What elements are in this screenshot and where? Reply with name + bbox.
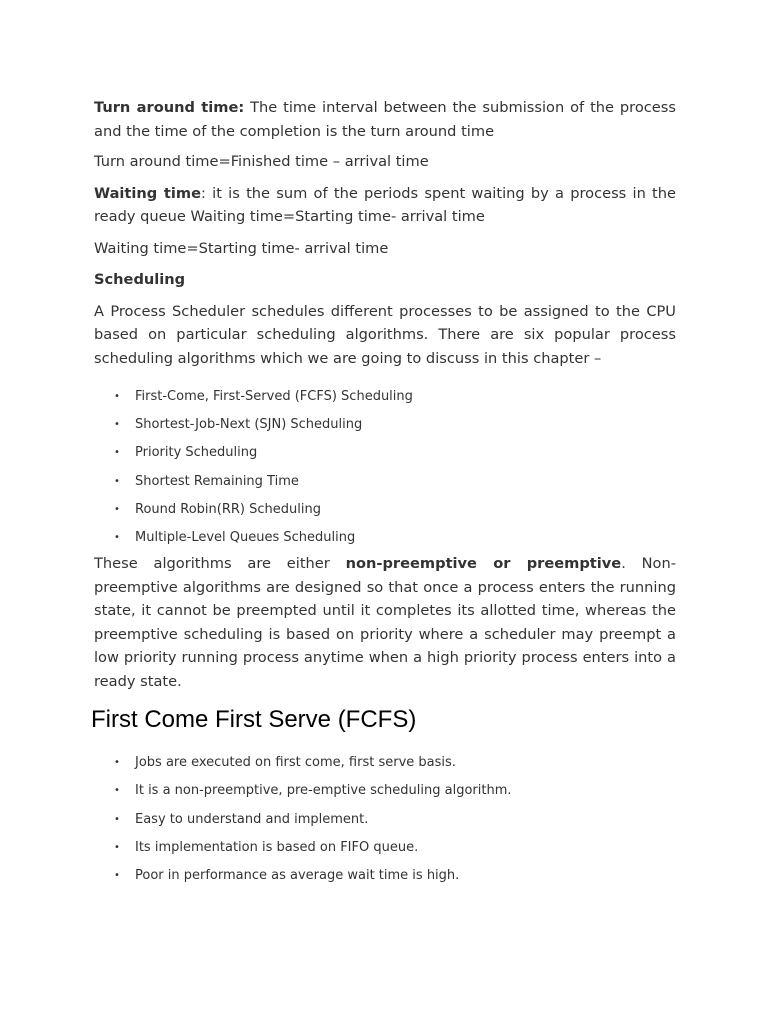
list-item: • Shortest-Job-Next (SJN) Scheduling [114, 417, 363, 433]
bullet-icon: • [114, 531, 120, 543]
bullet-icon: • [114, 785, 120, 797]
fcfs-heading: First Come First Serve (FCFS) [91, 706, 417, 734]
bullet-icon: • [114, 391, 120, 402]
scheduling-heading: Scheduling [94, 271, 186, 288]
waiting-formula: Waiting time=Starting time- arrival time [94, 239, 389, 257]
scheduling-intro: A Process Scheduler schedules different processes to be assigned to the CPU based on particular scheduling algorithms. There are six popular process scheduling algorithms which we are going to discuss in this chapter – [94, 302, 676, 367]
list-item: • Shortest Remaining Time [114, 473, 299, 489]
bullet-icon: • [114, 841, 120, 853]
bullet-icon: • [114, 475, 120, 487]
list-item: • First-Come, First-Served (FCFS) Scheduling [114, 389, 413, 404]
list-item: • Jobs are executed on first come, first serve basis. [114, 755, 456, 771]
bullet-icon: • [114, 503, 120, 515]
turnaround-definition [94, 96, 676, 143]
turnaround-term: Turn around time: [94, 99, 245, 116]
turnaround-text: The time interval between the submission of the process and the time of the completion is the turn around time [94, 99, 676, 140]
bullet-icon: • [114, 757, 120, 769]
turnaround-formula: Turn around time=Finished time – arrival time [94, 153, 429, 170]
algorithm-list [94, 388, 676, 547]
fcfs-points-list [94, 754, 676, 885]
preemption-terms: non-preemptive or preemptive [345, 555, 622, 573]
list-item: • Easy to understand and implement. [114, 811, 369, 827]
list-item: • It is a non-preemptive, pre-emptive scheduling algorithm. [114, 783, 512, 799]
bullet-icon: • [114, 419, 120, 431]
document-page [91, 96, 677, 895]
bullet-icon: • [114, 869, 120, 881]
list-item: • Poor in performance as average wait time is high. [114, 867, 460, 883]
list-item: • Round Robin(RR) Scheduling [114, 501, 321, 517]
preemption-explanation: These algorithms are either non-preemptive or preemptive. Non-preemptive algorithms are designed so that once a process enters the running state, it cannot be preempted until it completes its allotted time, whereas the preemptive scheduling is based on priority where a scheduler may preempt a low priority running process anytime when a high priority process enters into a ready state. [94, 555, 677, 690]
list-item: • Priority Scheduling [114, 445, 258, 461]
bullet-icon: • [114, 813, 120, 825]
list-item: • Its implementation is based on FIFO queue. [114, 839, 419, 855]
waiting-text: : it is the sum of the periods spent waiting by a process in the ready queue Waiting time=Starting time- arrival time [94, 184, 676, 225]
bullet-icon: • [114, 447, 120, 459]
waiting-term: Waiting time [94, 184, 202, 202]
waiting-definition [94, 182, 676, 229]
list-item: • Multiple-Level Queues Scheduling [114, 529, 356, 545]
